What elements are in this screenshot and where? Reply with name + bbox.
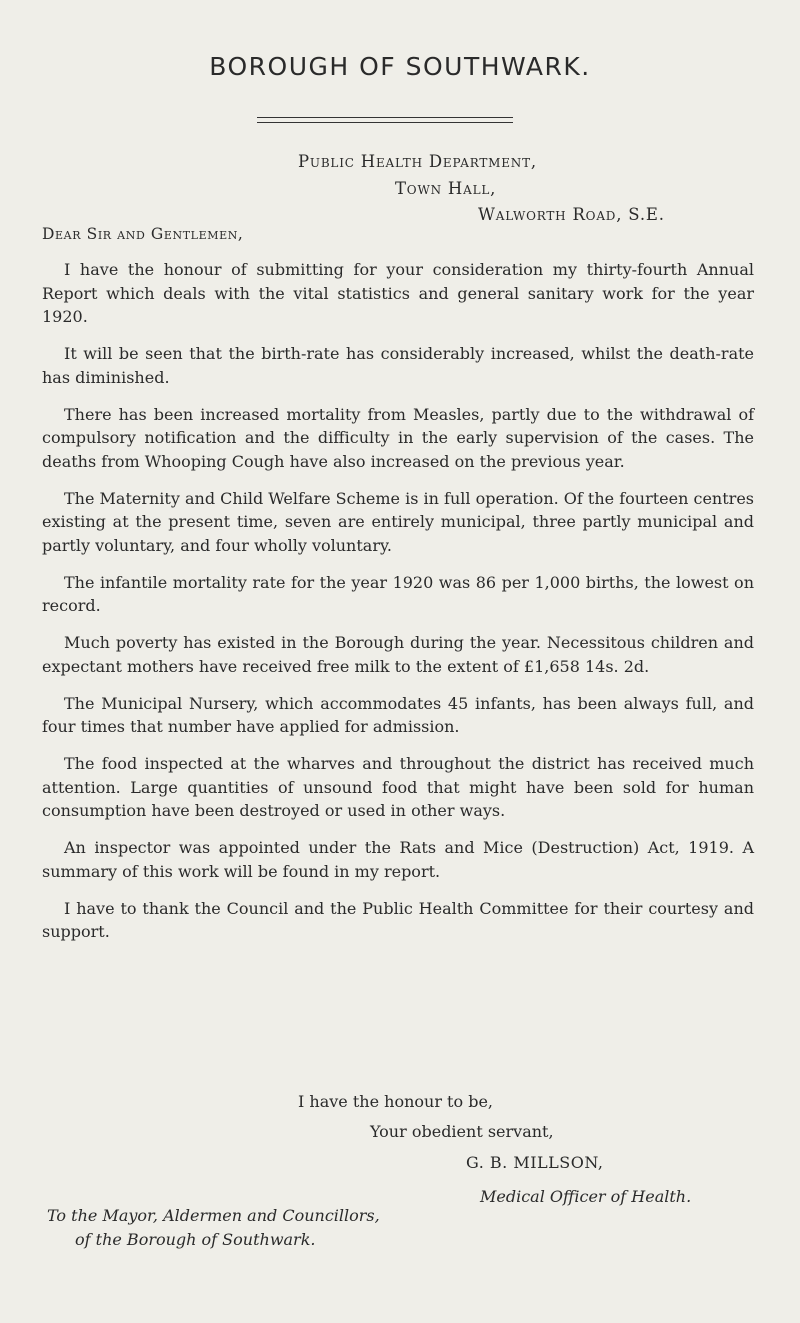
salutation: Dear Sir and Gentlemen, — [42, 225, 244, 243]
paragraph: The food inspected at the wharves and throughout the district has received much attention. Large quantities of unsound food that might have been sold for human consumption have been destroyed or used in other ways. — [42, 754, 754, 820]
paragraph: It will be seen that the birth-rate has considerably increased, whilst the death-rate has diminished. — [42, 344, 754, 387]
paragraph: The Maternity and Child Welfare Scheme is in full operation. Of the fourteen centres existing at the present time, seven are entirely municipal, three partly municipal and partly voluntary, and four wholly voluntary. — [42, 488, 754, 555]
address-department: Public Health Department, — [298, 152, 537, 171]
addressee-line-1: To the Mayor, Aldermen and Councillors, — [47, 1206, 380, 1225]
title-divider-top — [257, 117, 513, 118]
address-street: Walworth Road, S.E. — [478, 205, 665, 224]
paragraph: The Municipal Nursery, which accommodates 45 infants, has been always full, and four times that number have applied for admission. — [42, 693, 754, 736]
closing-phrase: I have the honour to be, — [298, 1092, 493, 1111]
page-title: BOROUGH OF SOUTHWARK. — [209, 52, 591, 81]
paragraph: I have the honour of submitting for your consideration my thirty-fourth Annual Report which deals with the vital statistics and general sanitary work for the year 1920. — [42, 260, 754, 326]
letter-body — [42, 258, 754, 957]
title-divider-bottom — [257, 122, 513, 123]
paragraph: An inspector was appointed under the Rats and Mice (Destruction) Act, 1919. A summary of this work will be found in my report. — [42, 838, 754, 881]
signatory-title: Medical Officer of Health. — [480, 1187, 692, 1206]
paragraph: The infantile mortality rate for the year 1920 was 86 per 1,000 births, the lowest on record. — [42, 572, 754, 615]
closing-servant: Your obedient servant, — [370, 1122, 554, 1141]
paragraph: There has been increased mortality from Measles, partly due to the withdrawal of compulsory notification and the difficulty in the early supervision of the cases. The deaths from Whooping Cough have also increased on the previous year. — [42, 404, 754, 471]
signatory-name: G. B. MILLSON, — [466, 1153, 604, 1172]
addressee-line-2: of the Borough of Southwark. — [75, 1230, 316, 1249]
address-building: Town Hall, — [395, 179, 497, 198]
paragraph: I have to thank the Council and the Public Health Committee for their courtesy and support. — [42, 898, 754, 941]
paragraph: Much poverty has existed in the Borough during the year. Necessitous children and expectant mothers have received free milk to the extent of £1,658 14s. 2d. — [42, 633, 754, 676]
